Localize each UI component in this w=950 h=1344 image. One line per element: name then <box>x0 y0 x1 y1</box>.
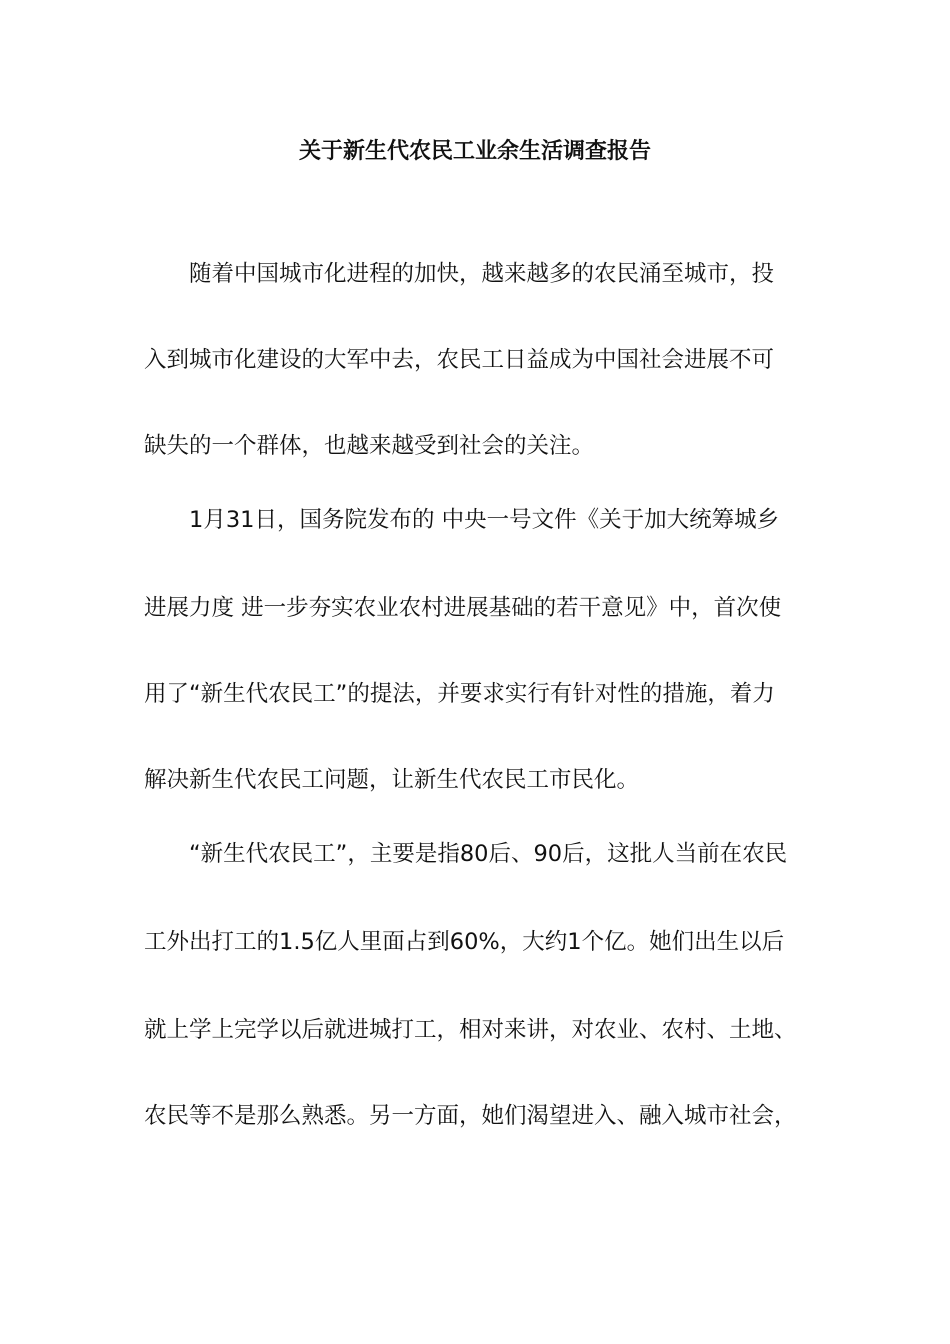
paragraph-2-line-2: 进展力度 进一步夯实农业农村进展基础的若干意见》中，首次使 <box>144 595 782 621</box>
paragraph-1-line-3: 缺失的一个群体，也越来越受到社会的关注。 <box>144 433 595 459</box>
paragraph-1-line-2: 入到城市化建设的大军中去，农民工日益成为中国社会进展不可 <box>144 347 775 373</box>
document-title: 关于新生代农民工业余生活调查报告 <box>298 139 651 164</box>
paragraph-3-line-4: 农民等不是那么熟悉。另一方面，她们渴望进入、融入城市社会， <box>144 1103 797 1129</box>
paragraph-3-line-1: “新生代农民工”，主要是指80后、90后，这批人当前在农民 <box>189 841 788 867</box>
paragraph-2-line-4: 解决新生代农民工问题，让新生代农民工市民化。 <box>144 767 640 793</box>
paragraph-2-line-1: 1月31日，国务院发布的 中央一号文件《关于加大统筹城乡 <box>189 507 780 533</box>
paragraph-1-line-1: 随着中国城市化进程的加快，越来越多的农民涌至城市，投 <box>189 261 775 287</box>
paragraph-3-line-3: 就上学上完学以后就进城打工，相对来讲，对农业、农村、土地、 <box>144 1017 797 1043</box>
paragraph-2-line-3: 用了“新生代农民工”的提法，并要求实行有针对性的措施，着力 <box>144 681 775 707</box>
paragraph-3-line-2: 工外出打工的1.5亿人里面占到60%，大约1个亿。她们出生以后 <box>144 929 785 955</box>
